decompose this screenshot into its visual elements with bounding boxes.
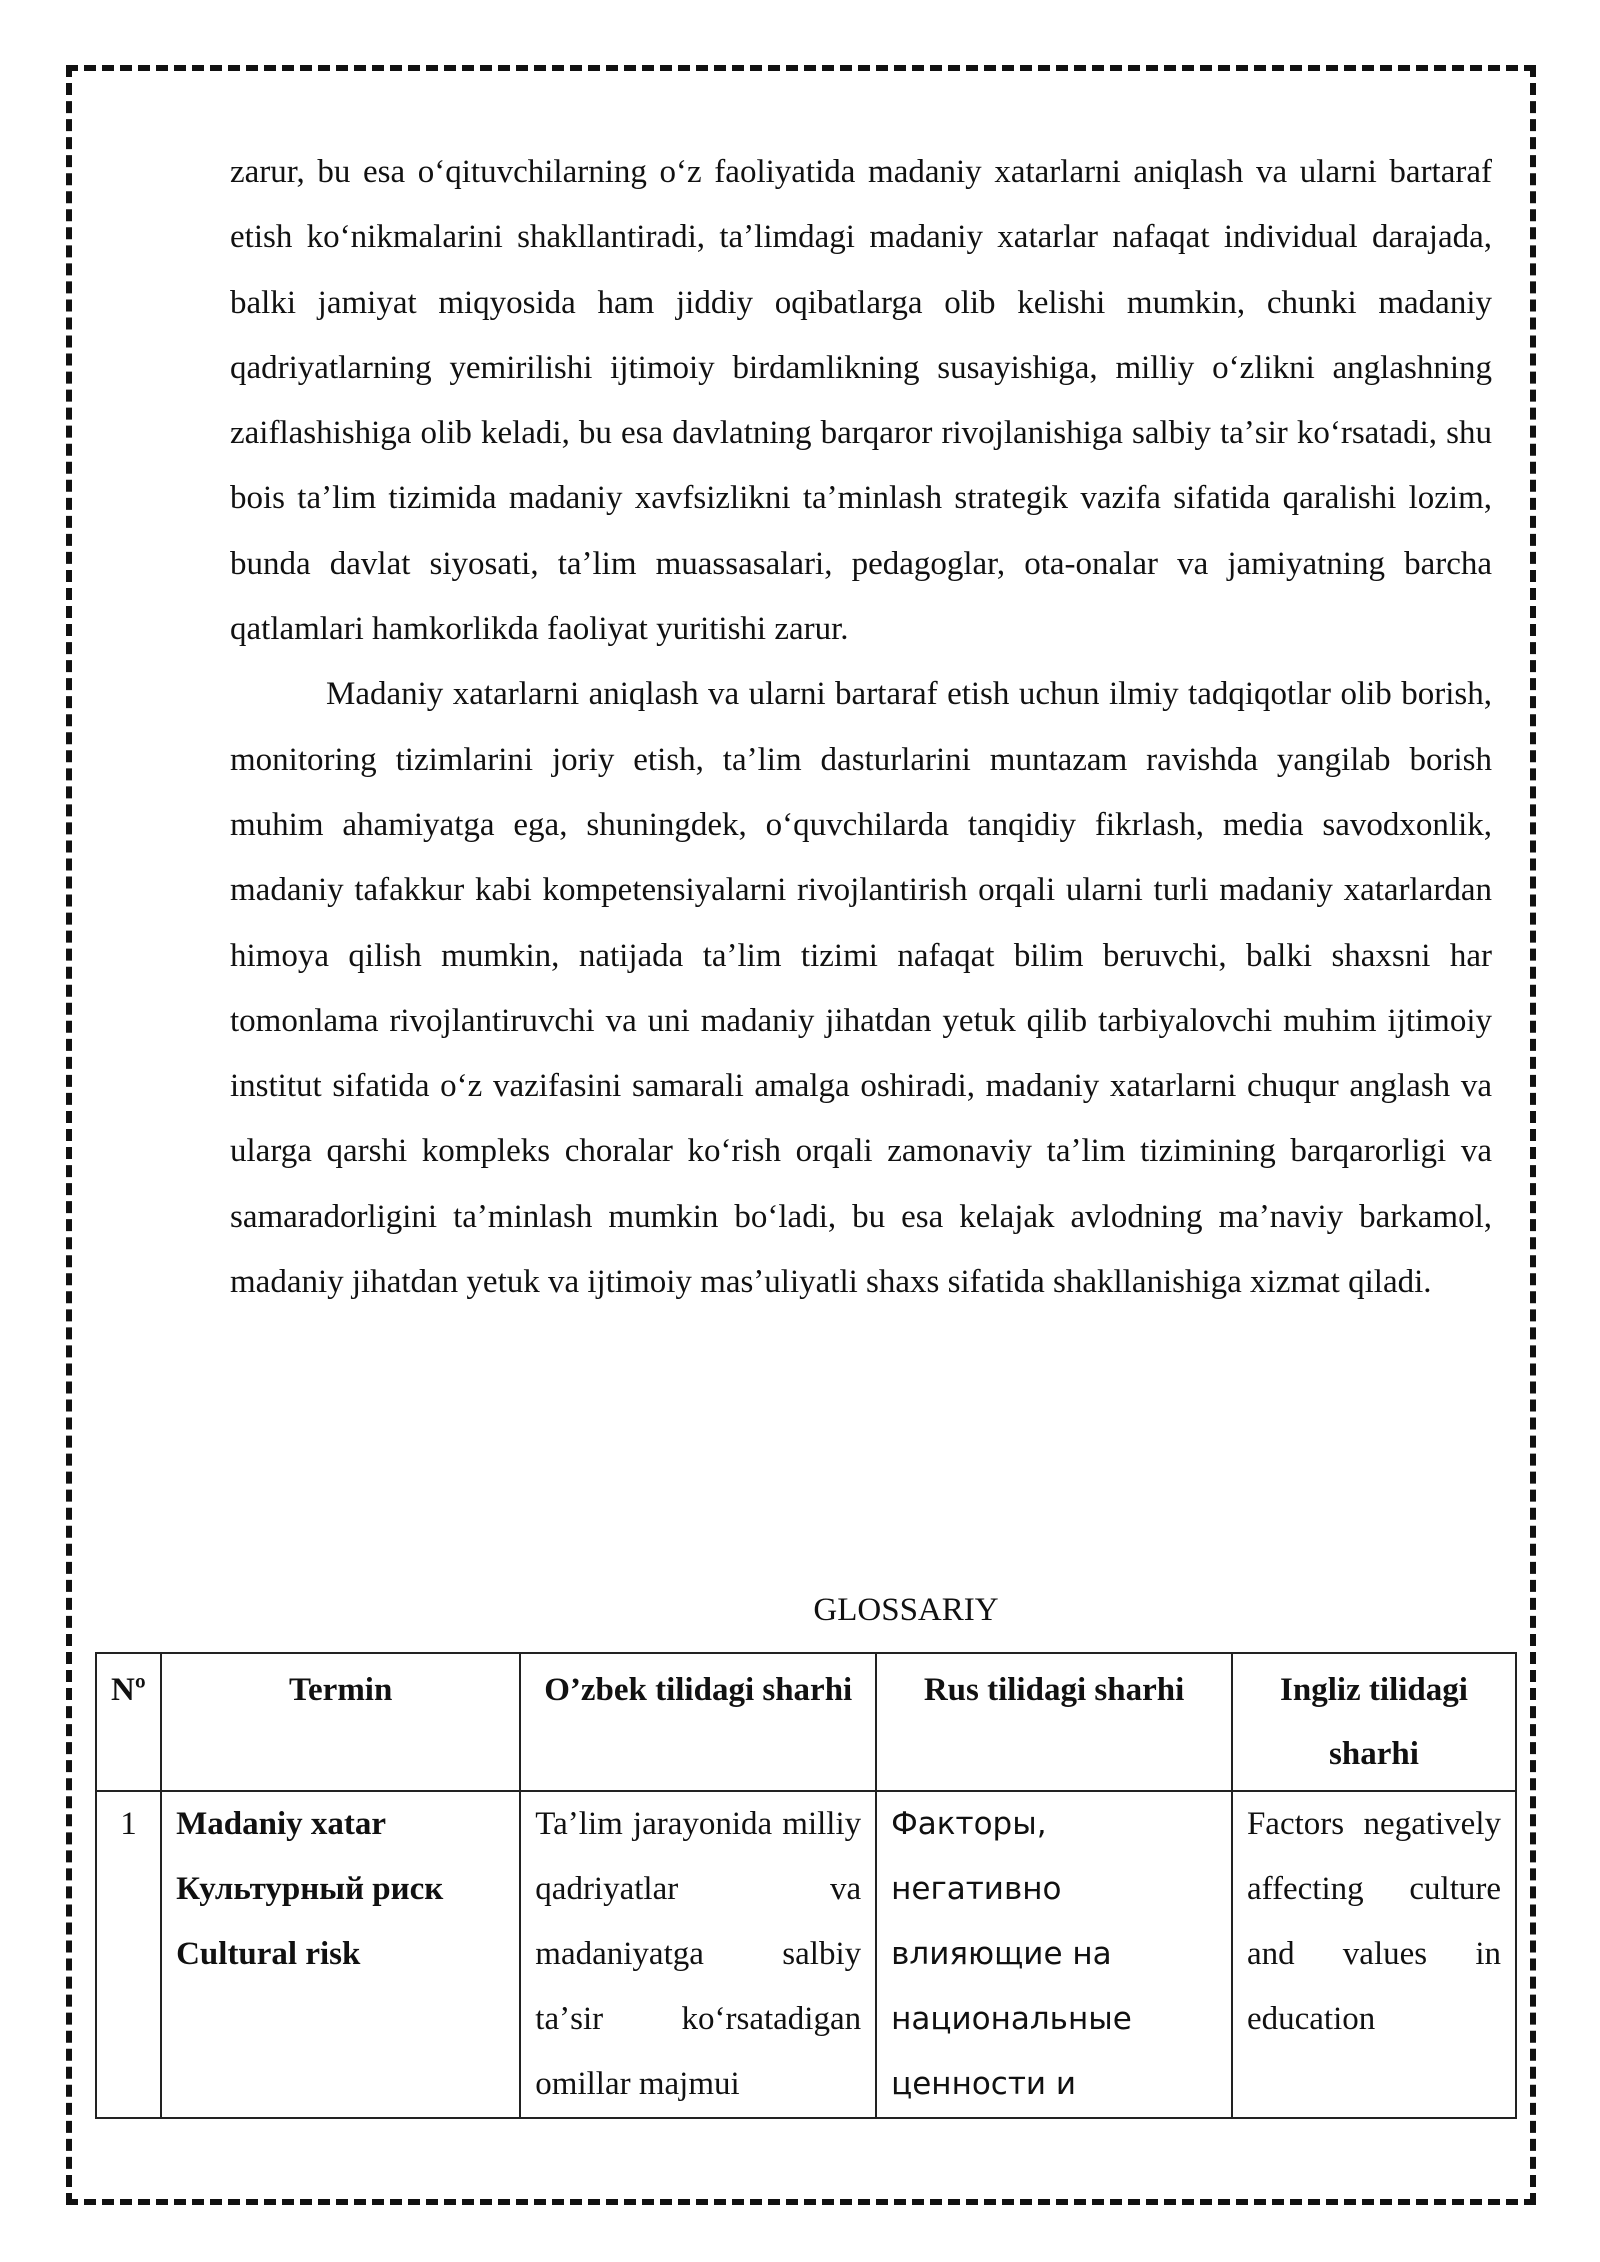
russian-line: влияющие на bbox=[891, 1936, 1112, 1972]
english-definition: Factors negatively affecting culture and values in education bbox=[1232, 1791, 1516, 2118]
russian-definition bbox=[876, 1791, 1232, 2118]
russian-line: Факторы, bbox=[891, 1806, 1047, 1842]
term-english: Cultural risk bbox=[176, 1936, 361, 1972]
paragraph-2: Madaniy xatarlarni aniqlash va ularni bartaraf etish uchun ilmiy tadqiqotlar olib borish, monitoring tizimlarini joriy etish, taʼlim dasturlarini muntazam ravishda yangilab borish muhim ahamiyatga ega, shuningdek, oʻquvchilarda tanqidiy fikrlash, media savodxonlik, madaniy tafakkur kabi kompetensiyalarni rivojlantirish orqali ularni turli madaniy xatarlardan himoya qilish mumkin, natijada taʼlim tizimi nafaqat bilim beruvchi, balki shaxsni har tomonlama rivojlantiruvchi va uni madaniy jihatdan yetuk qilib tarbiyalovchi muhim ijtimoiy institut sifatida oʻz vazifasini samarali amalga oshiradi, madaniy xatarlarni chuqur anglash va ularga qarshi kompleks choralar koʻrish orqali zamonaviy taʼlim tizimining barqarorligi va samaradorligini taʼminlash mumkin boʻladi, bu esa kelajak avlodning maʼnaviy barkamol, madaniy jihatdan yetuk va ijtimoiy masʼuliyatli shaxs sifatida shakllanishiga xizmat qiladi. bbox=[230, 676, 1492, 1301]
header-uzbek: O’zbek tilidagi sharhi bbox=[520, 1653, 876, 1791]
term-uzbek: Madaniy xatar bbox=[176, 1806, 387, 1842]
header-english: Ingliz tilidagi sharhi bbox=[1232, 1653, 1516, 1791]
glossary-title: GLOSSARIY bbox=[813, 1592, 999, 1628]
table-row bbox=[96, 1791, 1516, 2118]
paragraph-1: zarur, bu esa oʻqituvchilarning oʻz faoliyatida madaniy xatarlarni aniqlash va ularni bartaraf etish koʻnikmalarini shakllantiradi, taʼlimdagi madaniy xatarlar nafaqat individual darajada, balki jamiyat miqyosida ham jiddiy oqibatlarga olib kelishi mumkin, chunki madaniy qadriyatlarning yemirilishi ijtimoiy birdamlikning susayishiga, milliy oʻzlikni anglashning zaiflashishiga olib keladi, bu esa davlatning barqaror rivojlanishiga salbiy taʼsir koʻrsatadi, shu bois taʼlim tizimida madaniy xavfsizlikni taʼminlash strategik vazifa sifatida qaralishi lozim, bunda davlat siyosati, taʼlim muassasalari, pedagoglar, ota-onalar va jamiyatning barcha qatlamlari hamkorlikda faoliyat yuritishi zarur. bbox=[230, 154, 1492, 648]
russian-line: ценности и bbox=[891, 2066, 1077, 2102]
table-header-row bbox=[96, 1653, 1516, 1791]
header-russian: Rus tilidagi sharhi bbox=[876, 1653, 1232, 1791]
uzbek-definition: Taʼlim jarayonida milliy qadriyatlar va madaniyatga salbiy taʼsir koʻrsatadigan omillar majmui bbox=[520, 1791, 876, 2118]
russian-line: негативно bbox=[891, 1871, 1062, 1907]
russian-line: национальные bbox=[891, 2001, 1132, 2037]
body-text bbox=[230, 140, 1492, 1315]
term-cell bbox=[161, 1791, 520, 2118]
header-term: Termin bbox=[161, 1653, 520, 1791]
term-russian: Культурный риск bbox=[176, 1871, 444, 1907]
glossary-table bbox=[95, 1652, 1517, 2119]
header-number: Nº bbox=[96, 1653, 161, 1791]
row-number: 1 bbox=[96, 1791, 161, 2118]
